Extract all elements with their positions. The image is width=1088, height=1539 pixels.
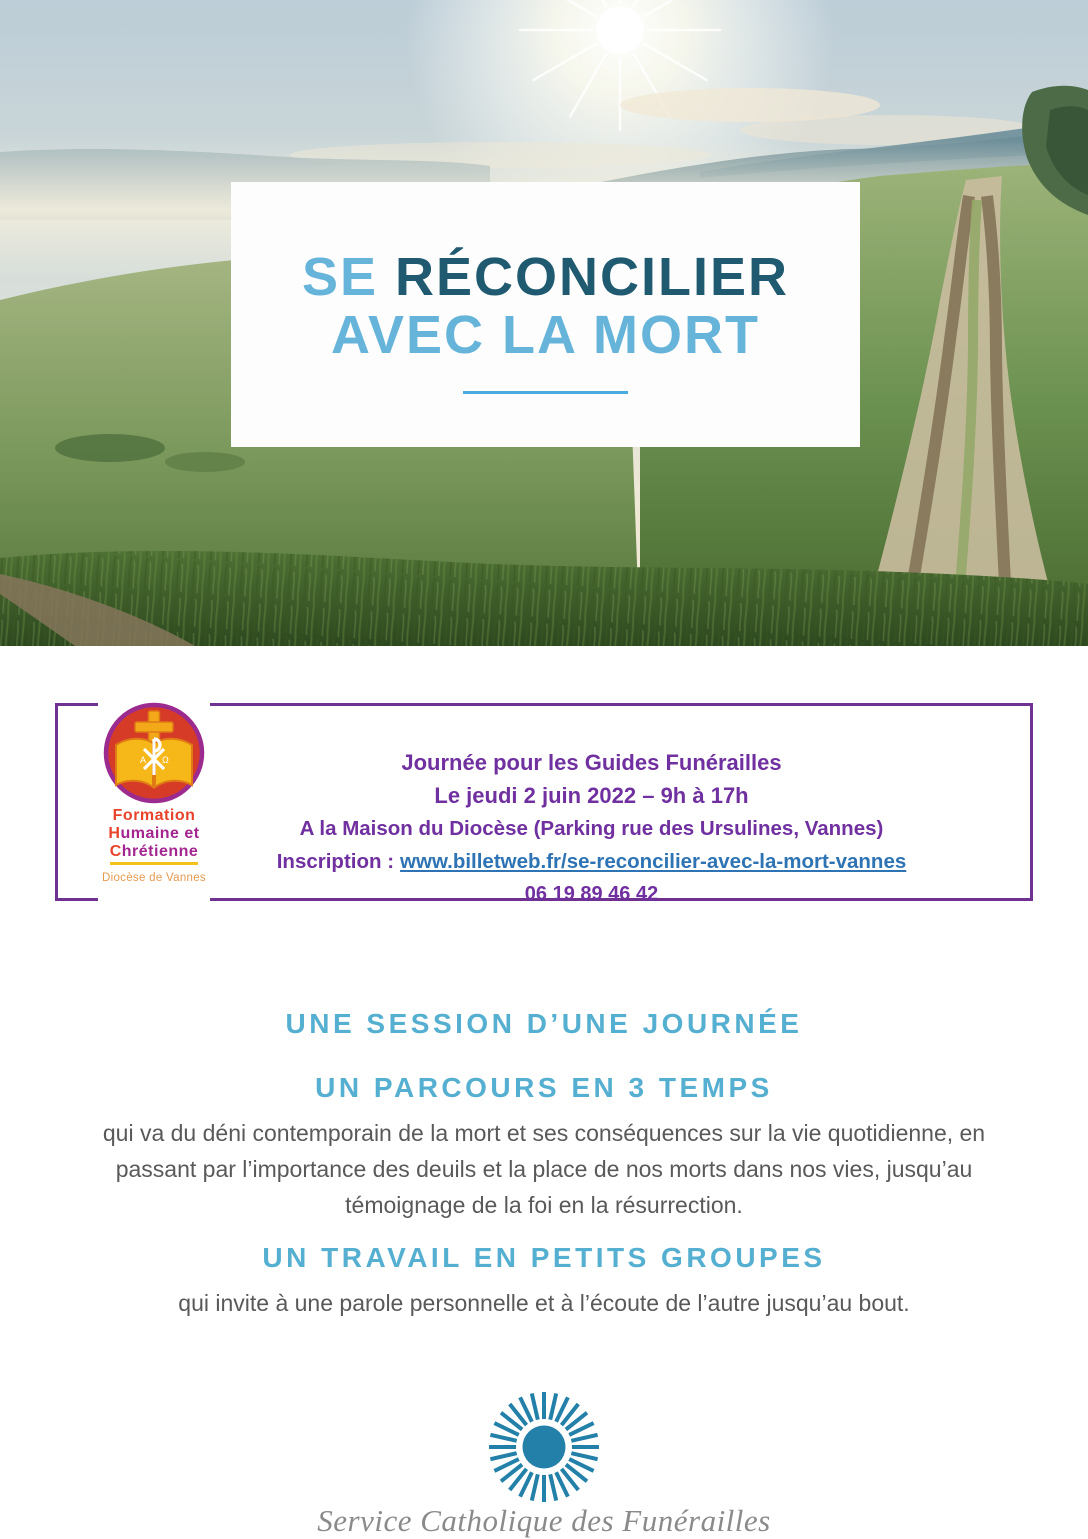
omega-letter: Ω xyxy=(162,755,169,765)
section-heading-session: UNE SESSION D’UNE JOURNÉE xyxy=(285,1008,803,1039)
event-date: Le jeudi 2 juin 2022 – 9h à 17h xyxy=(434,783,749,808)
inscription-link[interactable]: www.billetweb.fr/se-reconcilier-avec-la-mort-vannes xyxy=(400,850,907,873)
section-heading-parcours: UN PARCOURS EN 3 TEMPS xyxy=(315,1072,773,1103)
sun-burst-icon xyxy=(484,1387,604,1507)
logo-line-chretienne xyxy=(110,843,199,865)
footer xyxy=(0,1387,1088,1539)
logo-line-formation: Formation xyxy=(112,807,196,824)
event-title: Journée pour les Guides Funérailles xyxy=(401,750,782,775)
bushes xyxy=(55,434,165,462)
fhc-logo-text xyxy=(98,807,210,887)
section-heading-travail: UN TRAVAIL EN PETITS GROUPES xyxy=(262,1242,826,1273)
parcours-paragraph: qui va du déni contemporain de la mort et ses conséquences sur la vie quotidienne, en passant par l’importance des deuils et la place de nos morts dans nos vies, jusqu’au témoignage de la foi en la résurrection. xyxy=(102,1120,986,1218)
phone-number: 06 19 89 46 42 xyxy=(524,883,659,905)
sun-icon xyxy=(596,6,644,54)
bushes xyxy=(165,452,245,472)
description-sections xyxy=(0,1007,1088,1321)
fhc-logo xyxy=(98,697,210,905)
footer-org-name: Service Catholique des Funérailles xyxy=(317,1503,771,1538)
logo-rest-chretienne: hrétienne xyxy=(121,843,199,860)
title-divider xyxy=(463,391,628,394)
logo-initial-c: C xyxy=(109,843,122,860)
logo-subtitle-diocese: Diocèse de Vannes xyxy=(102,872,206,884)
event-info-box xyxy=(55,703,1033,905)
title-word-reconcilier: RÉCONCILIER xyxy=(395,247,790,307)
event-location: A la Maison du Diocèse (Parking rue des Ursulines, Vannes) xyxy=(299,817,884,840)
hero-photo xyxy=(0,0,1088,646)
page-title-line2: AVEC LA MORT xyxy=(331,305,760,365)
logo-line-humaine xyxy=(98,825,210,843)
inscription-line xyxy=(223,845,960,878)
inscription-label: Inscription : xyxy=(276,850,395,873)
fhc-badge-icon xyxy=(102,701,206,805)
logo-initial-h: H xyxy=(108,825,121,842)
alpha-letter: A xyxy=(140,755,147,765)
title-word-se: SE xyxy=(301,247,378,307)
logo-rest-humaine: umaine et xyxy=(120,825,200,842)
travail-paragraph: qui invite à une parole personnelle et à l’écoute de l’autre jusqu’au bout. xyxy=(178,1290,910,1316)
title-card xyxy=(231,182,860,447)
page-title-line1 xyxy=(231,248,860,306)
